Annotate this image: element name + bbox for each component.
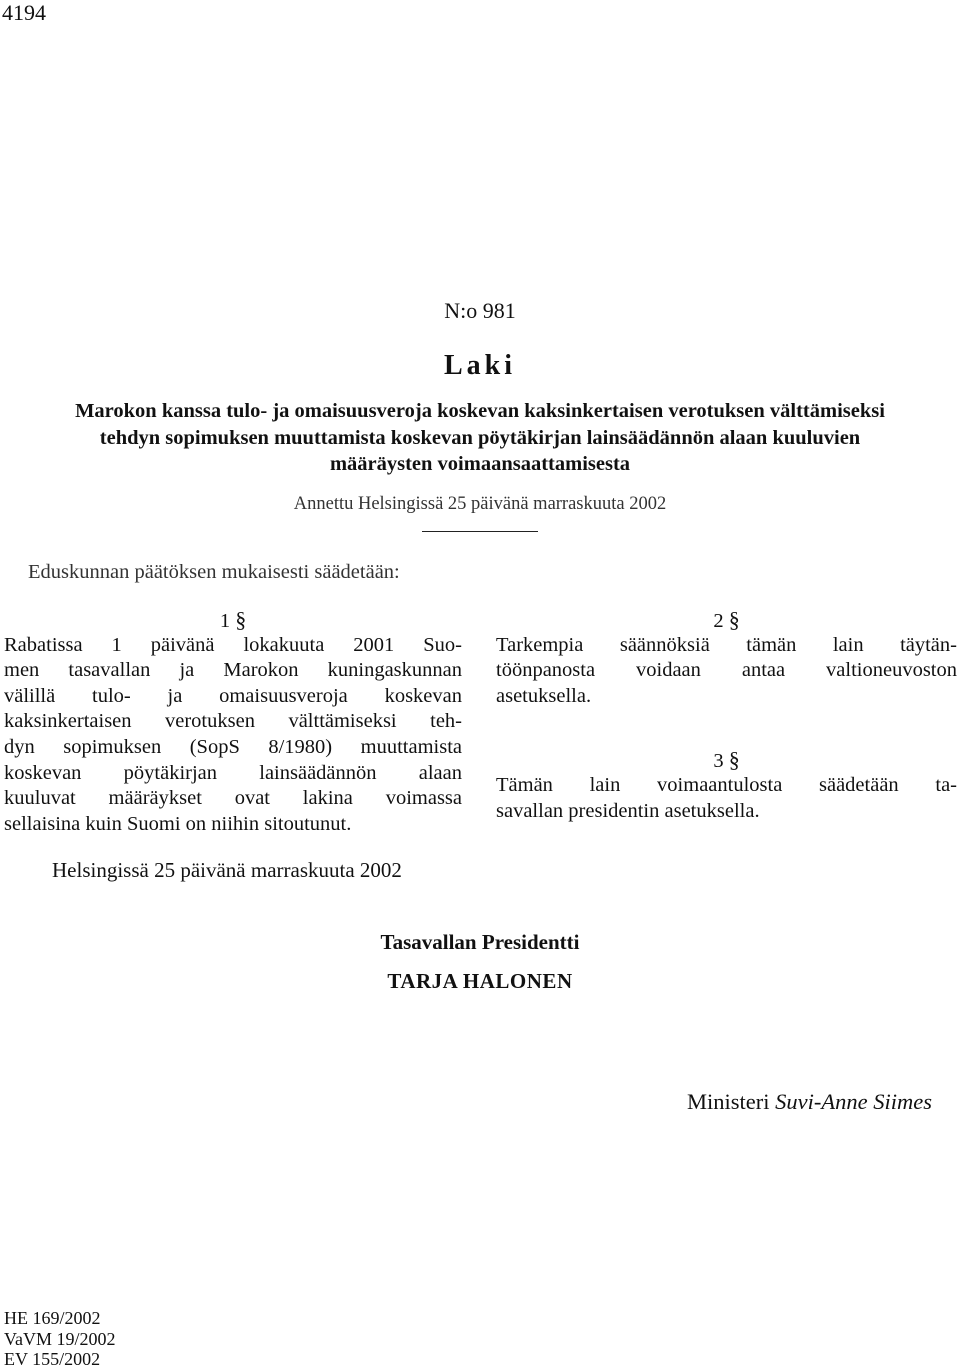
minister-signature: [687, 1089, 932, 1115]
document-title: [0, 398, 960, 478]
enactment-clause: Eduskunnan päätöksen mukaisesti säädetään:: [28, 561, 400, 583]
section-sign: §: [235, 607, 247, 632]
title-line: määräysten voimaansaattamisesta: [329, 453, 631, 475]
section-1-line: men tasavallan ja Marokon kuningaskunnan: [4, 659, 462, 682]
left-column: [4, 607, 462, 837]
section-sign: §: [728, 747, 740, 773]
section-1-line: kaksinkertaisen verotuksen välttämiseksi teh-: [4, 710, 462, 733]
minister-label: Ministeri: [687, 1089, 770, 1114]
page-number: 4194: [2, 0, 46, 25]
president-title: Tasavallan Presidentti: [380, 930, 580, 954]
section-1-line: kuuluvat määräykset ovat lakina voimassa: [4, 787, 462, 810]
section-3-heading: [496, 747, 957, 773]
section-1-line: sellaisina kuin Suomi on niihin sitoutunut.: [4, 812, 352, 835]
reference: VaVM 19/2002: [4, 1328, 116, 1349]
statute-number: N:o 981: [444, 298, 516, 323]
section-1-line: välillä tulo- ja omaisuusveroja koskevan: [4, 684, 462, 707]
given-date: Annettu Helsingissä 25 päivänä marraskuuta 2002: [293, 494, 667, 514]
divider: [422, 531, 538, 532]
section-number: 3: [713, 750, 724, 773]
section-2-line: asetuksella.: [496, 684, 592, 707]
section-1-line: dyn sopimuksen (SopS 8/1980) muuttamista: [4, 735, 462, 758]
section-2-heading: [496, 607, 957, 633]
section-1-line: koskevan pöytäkirjan lainsäädännön alaan: [4, 761, 462, 784]
section-1-heading: [4, 607, 462, 633]
section-3-line: savallan presidentin asetuksella.: [496, 799, 760, 822]
spacer: [496, 709, 957, 747]
section-3-line: Tämän lain voimaantulosta säädetään ta-: [496, 773, 957, 796]
right-column: [496, 607, 957, 824]
title-line: Marokon kanssa tulo- ja omaisuusveroja koskevan kaksinkertaisen verotuksen välttämiseksi: [75, 400, 885, 422]
section-sign: §: [728, 607, 740, 632]
section-1-line: Rabatissa 1 päivänä lokakuuta 2001 Suo-: [4, 633, 462, 656]
president-name: TARJA HALONEN: [387, 969, 573, 993]
section-2-line: Tarkempia säännöksiä tämän lain täytän-: [496, 633, 957, 656]
document-heading: Laki: [443, 350, 517, 381]
signing-place-date: Helsingissä 25 päivänä marraskuuta 2002: [52, 858, 402, 882]
reference: EV 155/2002: [4, 1349, 101, 1369]
legislative-references: [4, 1308, 116, 1370]
title-line: tehdyn sopimuksen muuttamista koskevan pöytäkirjan lainsäädännön alaan kuuluvien: [99, 426, 861, 449]
section-number: 1: [219, 610, 231, 632]
minister-name: Suvi-Anne Siimes: [775, 1089, 932, 1114]
section-2-line: töönpanosta voidaan antaa valtioneuvoston: [496, 659, 957, 682]
section-number: 2: [713, 610, 724, 632]
reference: HE 169/2002: [4, 1308, 101, 1328]
